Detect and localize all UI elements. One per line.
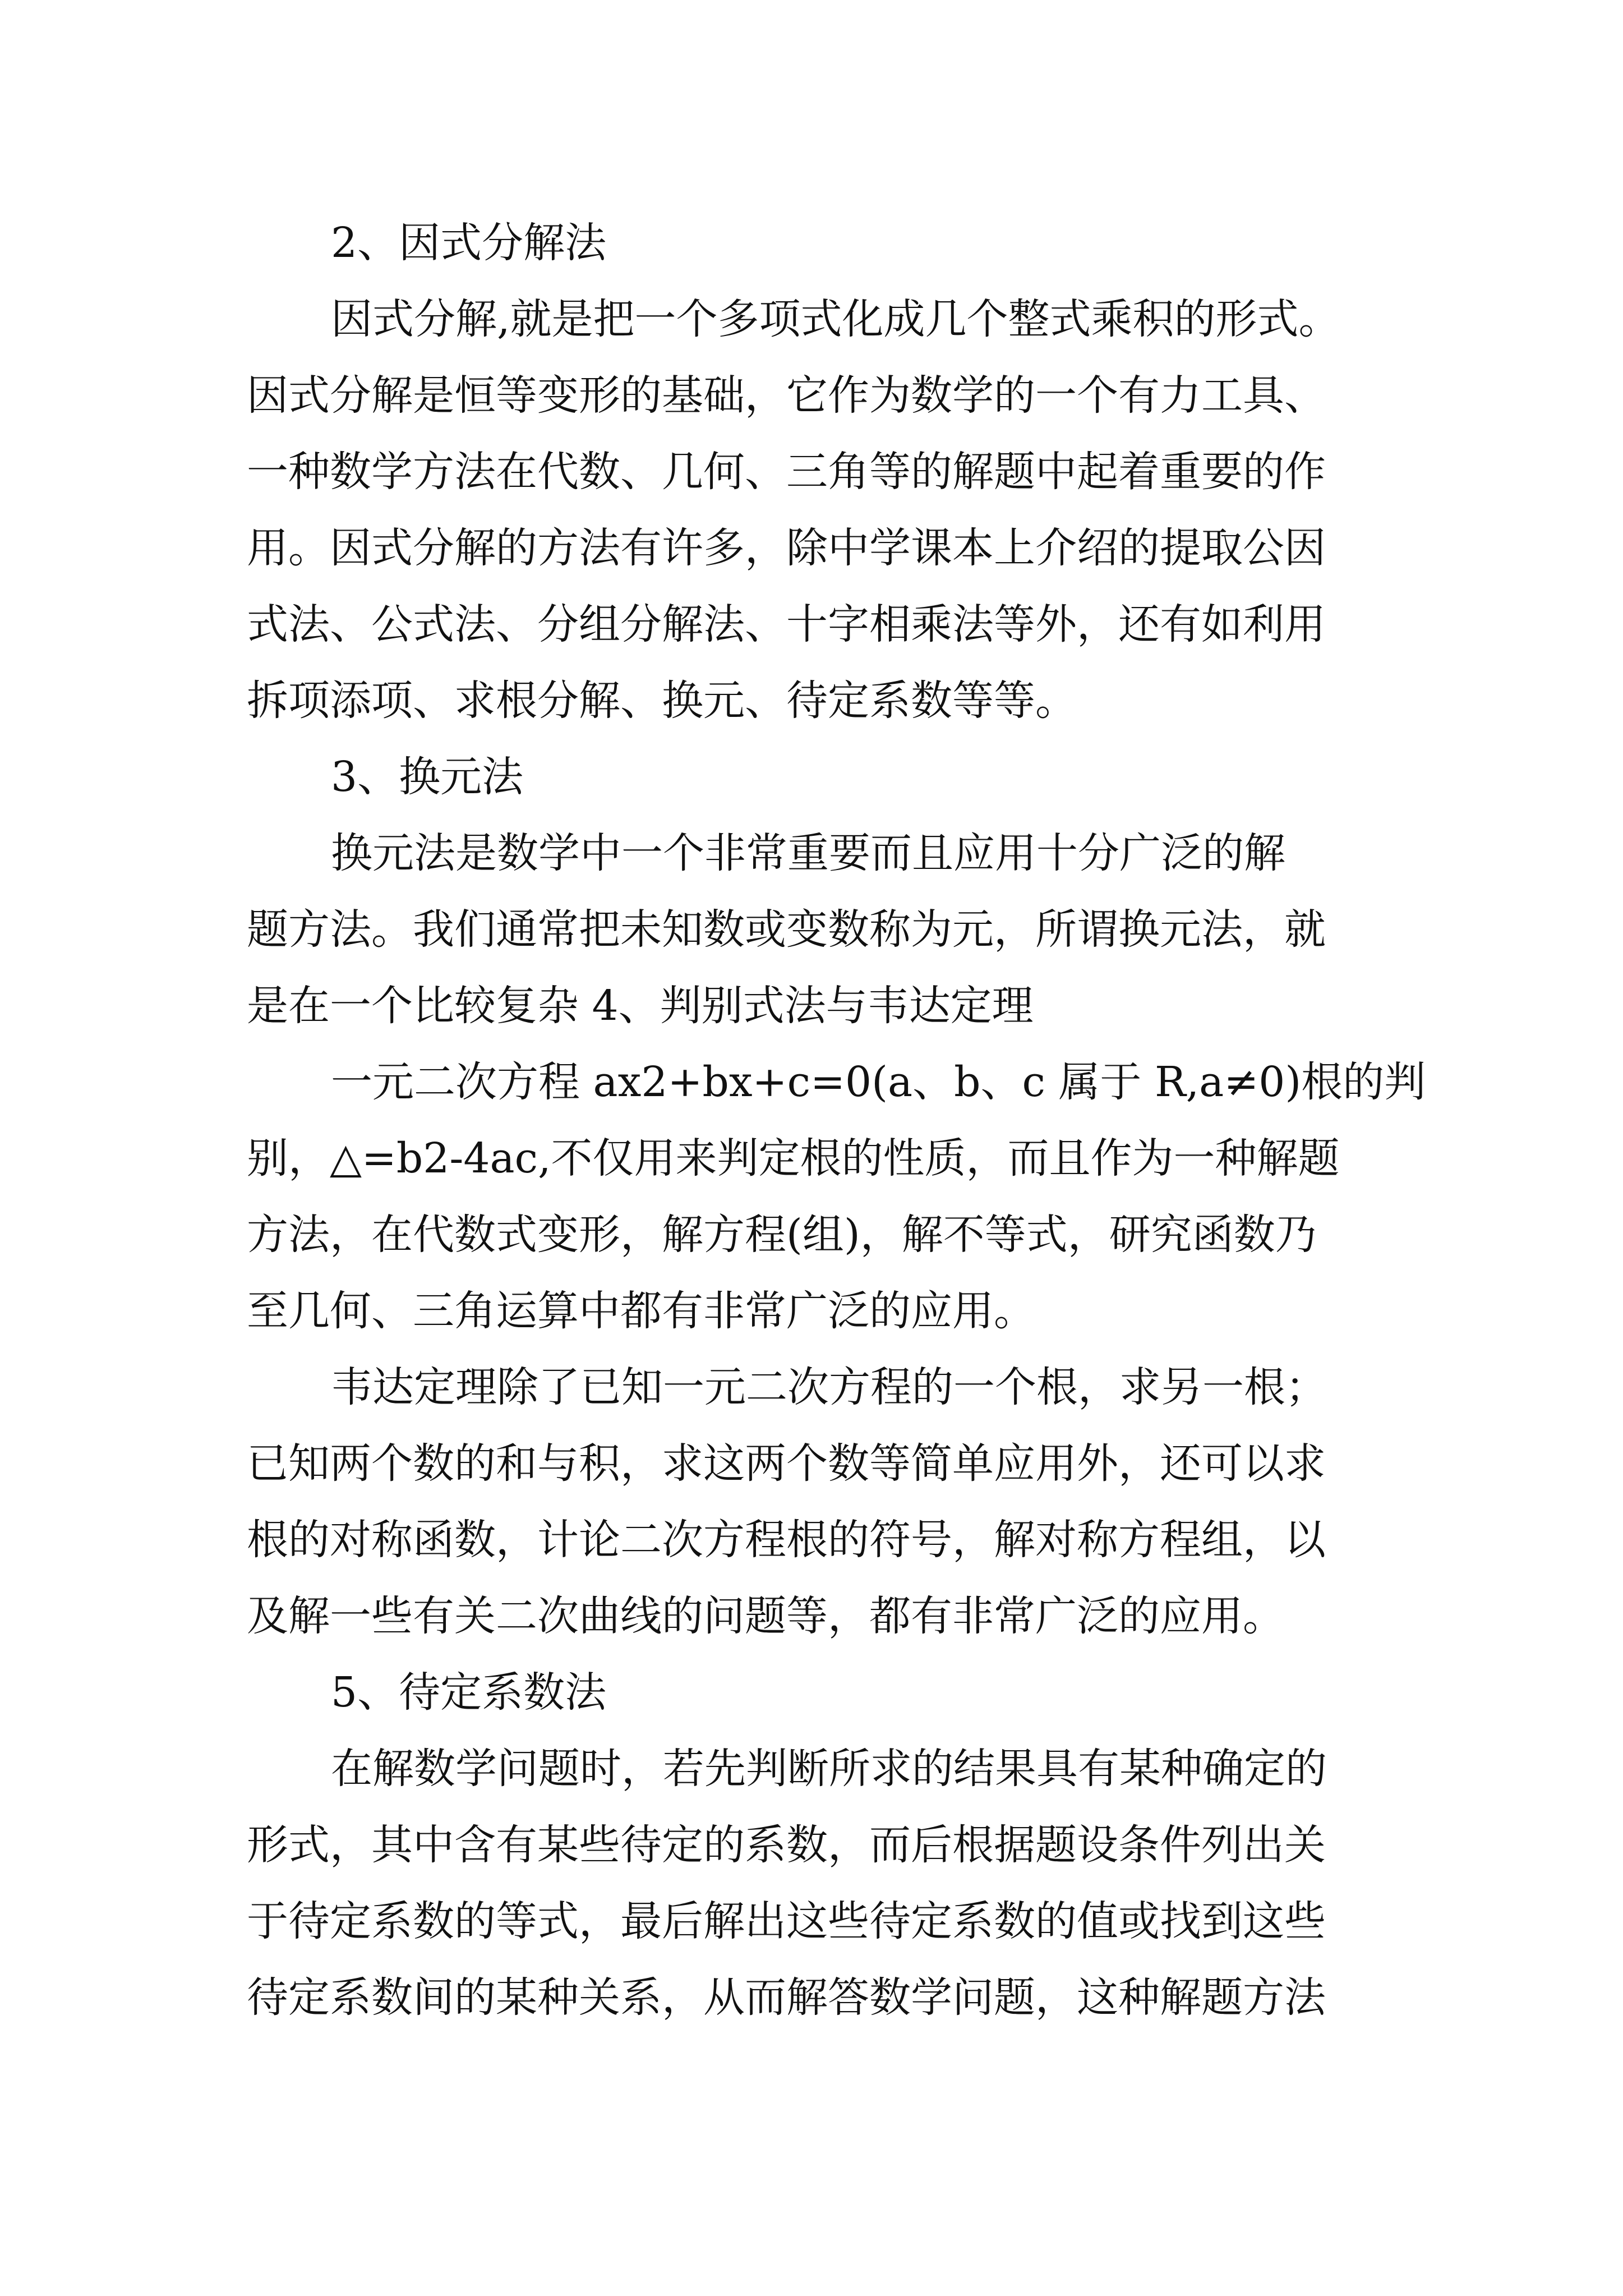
paragraph-line: 是在一个比较复杂 4、判别式法与韦达定理 <box>247 982 1034 1030</box>
paragraph-line: 及解一些有关二次曲线的问题等，都有非常广泛的应用。 <box>247 1592 1284 1640</box>
paragraph-line: 于待定系数的等式，最后解出这些待定系数的值或找到这些 <box>247 1897 1326 1945</box>
paragraph-line: 别，△=b2-4ac,不仅用来判定根的性质，而且作为一种解题 <box>247 1134 1340 1182</box>
paragraph-line: 根的对称函数，计论二次方程根的符号，解对称方程组，以 <box>247 1516 1326 1564</box>
paragraph-line: 题方法。我们通常把未知数或变数称为元，所谓换元法，就 <box>247 905 1326 954</box>
paragraph-line: 一种数学方法在代数、几何、三角等的解题中起着重要的作 <box>247 448 1326 496</box>
paragraph-line: 方法，在代数式变形，解方程(组)，解不等式，研究函数乃 <box>247 1211 1317 1259</box>
paragraph-line: 韦达定理除了已知一元二次方程的一个根，求另一根； <box>331 1363 1327 1411</box>
paragraph-line: 至几何、三角运算中都有非常广泛的应用。 <box>247 1287 1035 1335</box>
paragraph-line: 式法、公式法、分组分解法、十字相乘法等外，还有如利用 <box>247 600 1326 648</box>
paragraph-line: 用。因式分解的方法有许多，除中学课本上介绍的提取公因 <box>247 524 1326 572</box>
paragraph-line: 待定系数间的某种关系，从而解答数学问题，这种解题方法 <box>247 1973 1326 2022</box>
paragraph-line: 形式，其中含有某些待定的系数，而后根据题设条件列出关 <box>247 1821 1326 1869</box>
paragraph-line: 一元二次方程 ax2+bx+c=0(a、b、c 属于 R,a≠0)根的判 <box>331 1058 1426 1106</box>
heading-factorization: 2、因式分解法 <box>331 219 607 267</box>
paragraph-line: 在解数学问题时，若先判断所求的结果具有某种确定的 <box>331 1745 1327 1793</box>
paragraph-line: 换元法是数学中一个非常重要而且应用十分广泛的解 <box>331 829 1285 877</box>
heading-undetermined-coefficients: 5、待定系数法 <box>331 1668 607 1717</box>
heading-substitution: 3、换元法 <box>331 753 524 801</box>
paragraph-line: 因式分解,就是把一个多项式化成几个整式乘积的形式。 <box>331 295 1340 343</box>
paragraph-line: 已知两个数的和与积，求这两个数等简单应用外，还可以求 <box>247 1439 1326 1488</box>
paragraph-line: 因式分解是恒等变形的基础，它作为数学的一个有力工具、 <box>247 371 1326 420</box>
paragraph-line: 拆项添项、求根分解、换元、待定系数等等。 <box>247 677 1077 725</box>
